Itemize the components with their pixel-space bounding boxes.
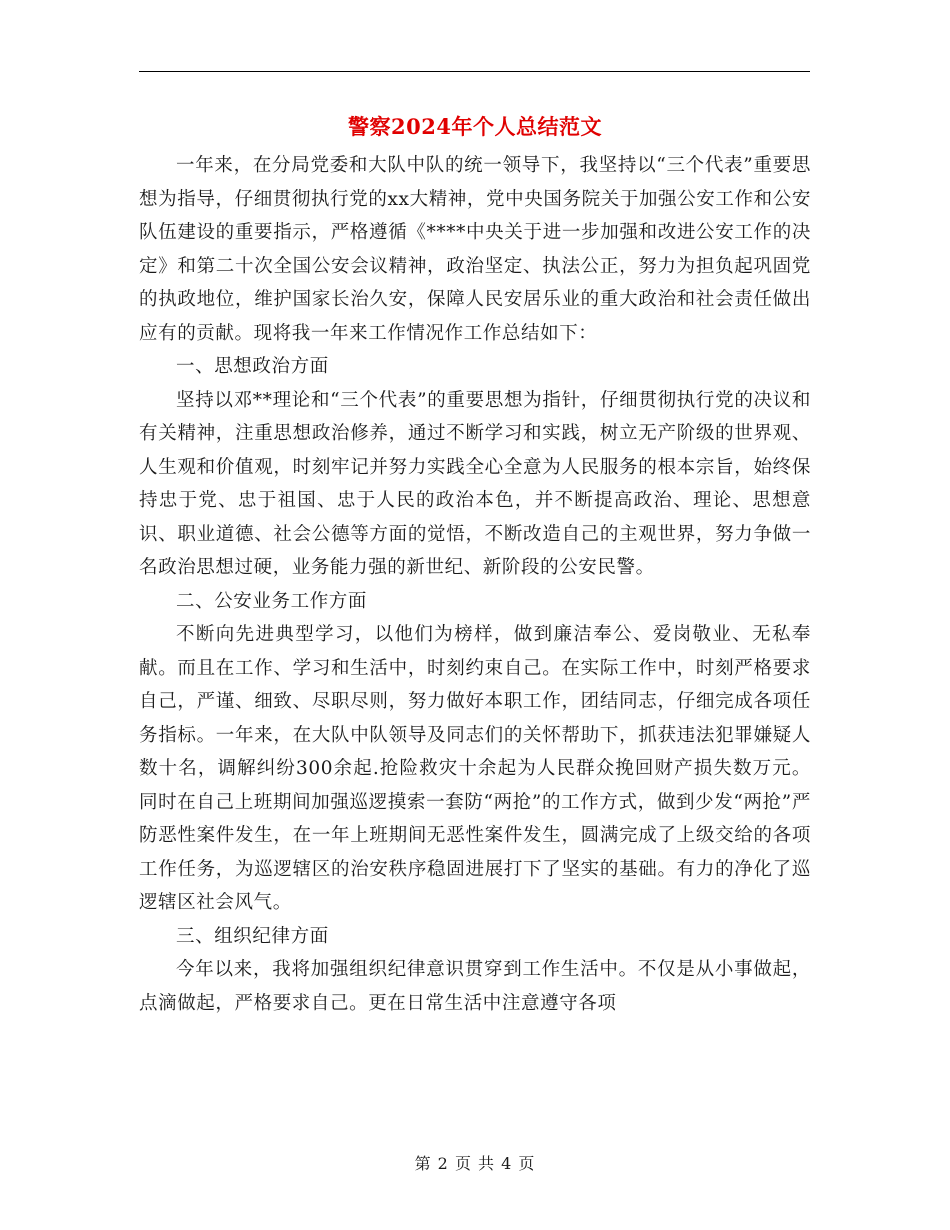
paragraph-political: 坚持以邓**理论和“三个代表”的重要思想为指针，仔细贯彻执行党的决议和有关精神，注重思想政治修养，通过不断学习和实践，树立无产阶级的世界观、人生观和价值观，时刻牢记并努力实践全心全意为人民服务的根本宗旨，始终保持忠于党、忠于祖国、忠于人民的政治本色，并不断提高政治、理论、思想意识、职业道德、社会公德等方面的觉悟，不断改造自己的主观世界，努力争做一名政治思想过硬，业务能力强的新世纪、新阶段的公安民警。 [139,389,811,578]
paragraph-business: 不断向先进典型学习，以他们为榜样，做到廉洁奉公、爱岗敬业、无私奉献。而且在工作、学习和生活中，时刻约束自己。在实际工作中，时刻严格要求自己，严谨、细致、尽职尽则，努力做好本职工作，团结同志，仔细完成各项任务指标。一年来，在大队中队领导及同志们的关怀帮助下，抓获违法犯罪嫌疑人数十名，调解纠纷300余起.抢险救灾十余起为人民群众挽回财产损失数万元。同时在自己上班期间加强巡逻摸索一套防“两抢”的工作方式，做到少发“两抢”严防恶性案件发生，在一年上班期间无恶性案件发生，圆满完成了上级交给的各项工作任务，为巡逻辖区的治安秩序稳固进展打下了坚实的基础。有力的净化了巡逻辖区社会风气。 [139,624,811,913]
page-number: 第 2 页 共 4 页 [414,1154,536,1173]
header-rule [139,71,810,72]
section-heading-2: 二、公安业务工作方面 [176,590,368,612]
paragraph-intro: 一年来，在分局党委和大队中队的统一领导下，我坚持以“三个代表”重要思想为指导，仔细贯彻执行党的xx大精神，党中央国务院关于加强公安工作和公安队伍建设的重要指示，严格遵循《****中央关于进一步加强和改进公安工作的决定》和第二十次全国公安会议精神，政治坚定、执法公正，努力为担负起巩固党的执政地位，维护国家长治久安，保障人民安居乐业的重大政治和社会责任做出应有的贡献。现将我一年来工作情况作工作总结如下： [139,155,811,344]
document-body [139,149,811,1020]
section-heading-3: 三、组织纪律方面 [176,925,329,947]
paragraph-discipline: 今年以来，我将加强组织纪律意识贯穿到工作生活中。不仅是从小事做起，点滴做起，严格要求自己。更在日常生活中注意遵守各项 [139,959,811,1014]
section-heading-1: 一、思想政治方面 [176,356,329,377]
document-title: 警察2024年个人总结范文 [348,114,602,139]
